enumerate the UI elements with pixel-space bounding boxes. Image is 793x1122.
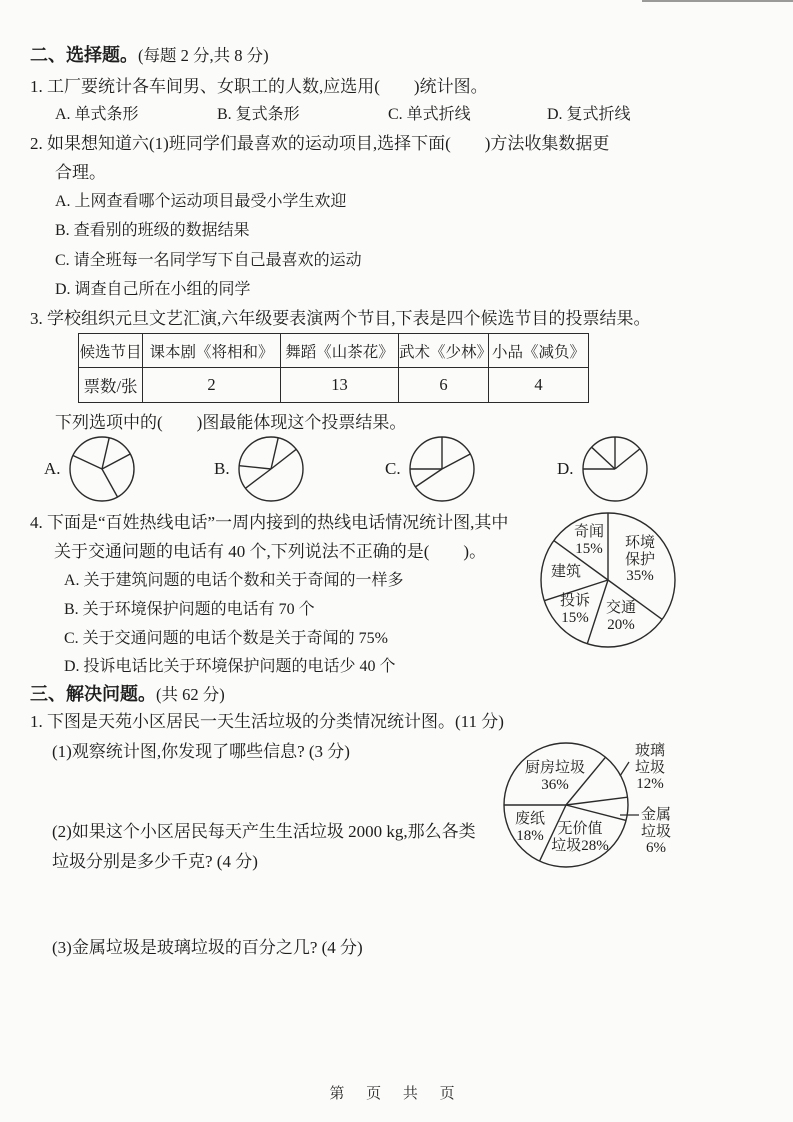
q3-pie-option-c-chart	[407, 432, 477, 505]
question-2-option-a: A. 上网查看哪个运动项目最受小学生欢迎	[55, 193, 347, 210]
question-2-option-d: D. 调查自己所在小组的同学	[55, 281, 251, 298]
section-2-heading	[30, 44, 269, 67]
garbage-label-metal: 金属 垃圾 6%	[640, 807, 671, 856]
solve-q1-sub3: (3)金属垃圾是玻璃垃圾的百分之几? (4 分)	[52, 938, 363, 957]
question-1-option-c: C. 单式折线	[388, 106, 471, 123]
question-3-prompt: 下列选项中的( )图最能体现这个投票结果。	[55, 413, 407, 432]
q3-pie-option-a-label: A.	[44, 458, 61, 478]
vote-header-cell-category: 候选节目	[79, 334, 143, 368]
vote-table-header-row	[79, 334, 589, 368]
garbage-pie-chart	[495, 735, 710, 880]
hotline-label-tousu: 投诉 15%	[559, 593, 590, 626]
question-2-option-b: B. 查看别的班级的数据结果	[55, 222, 250, 239]
q3-pie-option-b	[214, 432, 306, 505]
q3-pie-option-c-label: C.	[385, 458, 401, 478]
q3-vote-table	[78, 333, 589, 403]
question-4-option-b: B. 关于环境保护问题的电话有 70 个	[64, 601, 315, 618]
question-1-option-a: A. 单式条形	[55, 106, 139, 123]
garbage-label-paper: 废纸 18%	[514, 811, 545, 844]
q3-pie-option-b-label: B.	[214, 458, 230, 478]
q3-pie-option-a-chart	[67, 432, 137, 505]
solve-q1-sub1: (1)观察统计图,你发现了哪些信息? (3 分)	[52, 742, 350, 761]
vote-header-cell-sketch: 小品《减负》	[489, 334, 589, 368]
vote-value-cell-label: 票数/张	[79, 368, 143, 403]
hotline-label-qiwen: 奇闻 15%	[573, 524, 604, 557]
question-2-option-c: C. 请全班每一名同学写下自己最喜欢的运动	[55, 252, 362, 269]
question-1-option-d: D. 复式折线	[547, 106, 631, 123]
glass-label-leader-line	[620, 762, 629, 776]
q3-pie-option-d-label: D.	[557, 458, 574, 478]
garbage-label-kitchen: 厨房垃圾 36%	[524, 760, 585, 793]
vote-value-cell-sketch: 4	[489, 368, 589, 403]
section-3-title: 三、解决问题。	[30, 684, 156, 704]
section-3-heading	[30, 683, 225, 706]
section-2-title: 二、选择题。	[30, 45, 138, 65]
solve-q1-sub2-line2: 垃圾分别是多少千克? (4 分)	[52, 852, 258, 871]
page-footer	[0, 1082, 793, 1103]
question-4-text-line1: 4. 下面是“百姓热线电话”一周内接到的热线电话情况统计图,其中	[30, 513, 509, 532]
vote-header-cell-drama: 课本剧《将相和》	[143, 334, 281, 368]
solve-q1-sub2-line1: (2)如果这个小区居民每天产生生活垃圾 2000 kg,那么各类	[52, 822, 476, 841]
hotline-label-environment: 环境 保护 35%	[624, 535, 655, 584]
question-4-option-a: A. 关于建筑问题的电话个数和关于奇闻的一样多	[64, 572, 404, 589]
hotline-label-jiaotong: 交通 20%	[605, 600, 636, 633]
vote-table-value-row	[79, 368, 589, 403]
question-4-option-c: C. 关于交通问题的电话个数是关于奇闻的 75%	[64, 630, 389, 647]
vote-value-cell-dance: 13	[281, 368, 399, 403]
q3-pie-option-a	[44, 432, 137, 505]
q3-pie-option-d-chart	[580, 432, 650, 505]
q3-pie-option-d	[557, 432, 650, 505]
question-2-text-line1: 2. 如果想知道六(1)班同学们最喜欢的运动项目,选择下面( )方法收集数据更	[30, 134, 610, 153]
hotline-label-jianzhu: 建筑	[550, 564, 581, 580]
question-3-text: 3. 学校组织元旦文艺汇演,六年级要表演两个节目,下表是四个候选节目的投票结果。	[30, 309, 651, 328]
question-1-option-b: B. 复式条形	[217, 106, 300, 123]
question-2-text-line2: 合理。	[55, 163, 106, 182]
garbage-pie-svg	[495, 735, 710, 880]
hotline-pie-chart	[530, 505, 700, 655]
question-1-text: 1. 工厂要统计各车间男、女职工的人数,应选用( )统计图。	[30, 77, 488, 96]
question-4-option-d: D. 投诉电话比关于环境保护问题的电话少 40 个	[64, 658, 396, 675]
section-3-score-note: (共 62 分)	[156, 685, 225, 704]
vote-value-cell-drama: 2	[143, 368, 281, 403]
q3-pie-option-c	[385, 432, 477, 505]
vote-value-cell-wushu: 6	[399, 368, 489, 403]
vote-header-cell-dance: 舞蹈《山茶花》	[281, 334, 399, 368]
solve-q1-text: 1. 下图是天苑小区居民一天生活垃圾的分类情况统计图。(11 分)	[30, 712, 504, 731]
page-footer-label: 第 页 共 页	[329, 1086, 464, 1102]
q3-pie-option-b-chart	[236, 432, 306, 505]
section-2-score-note: (每题 2 分,共 8 分)	[138, 46, 269, 65]
garbage-label-glass: 玻璃 垃圾 12%	[634, 743, 665, 792]
vote-header-cell-wushu: 武术《少林》	[399, 334, 489, 368]
question-4-text-line2: 关于交通问题的电话有 40 个,下列说法不正确的是( )。	[54, 542, 487, 561]
garbage-label-worthless: 无价值 垃圾28%	[551, 821, 609, 854]
scan-artifact	[642, 0, 793, 2]
